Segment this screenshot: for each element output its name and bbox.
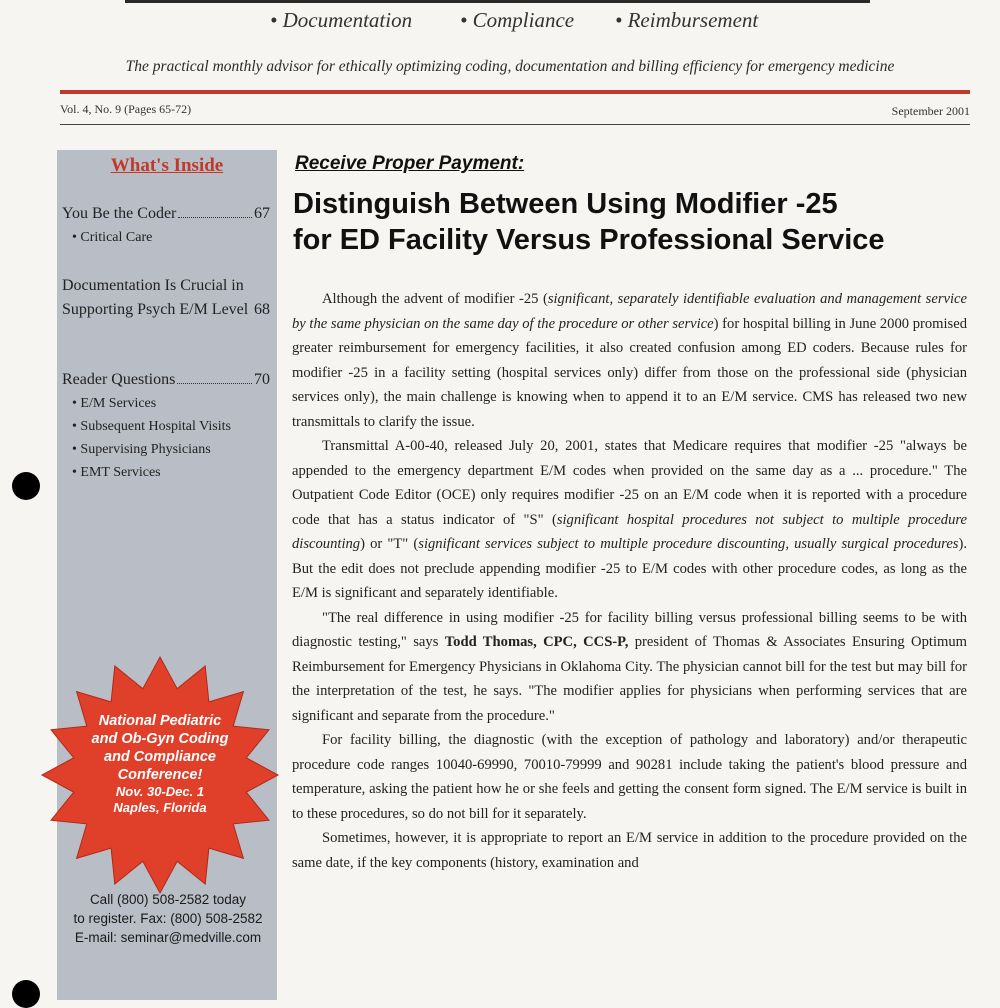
headline-line-2: for ED Facility Versus Professional Service: [293, 224, 885, 256]
topic-compliance: • Compliance: [460, 8, 575, 32]
article-kicker: Receive Proper Payment:: [295, 153, 525, 174]
issue-date: September 2001: [891, 104, 970, 118]
toc-leader: [178, 217, 252, 218]
toc-leader: [177, 383, 252, 384]
masthead-red-rule: [60, 90, 970, 94]
promo-line: and Compliance: [104, 749, 216, 765]
article-body: [292, 287, 967, 875]
toc-subitem: • E/M Services: [72, 396, 157, 411]
contact-fax: to register. Fax: (800) 508-2582: [73, 911, 263, 926]
contact-phone: Call (800) 508-2582 today: [89, 892, 247, 907]
topic-reimbursement: • Reimbursement: [615, 8, 759, 32]
paragraph: Although the advent of modifier -25 (significant, separately identifiable evaluation and management service by the same physician on the same day of the procedure or other service) for hospital billing in June 2000 promised greater reimbursement for emergency facilities, it also created confusion among ED coders. Because rules for modifier -25 in a facility setting (hospital services only) differ from those on the professional side (physician services only), the main challenge is knowing when to append it to an E/M service. CMS has released two new transmittals to clarify the issue.: [292, 291, 968, 430]
toc-subitem: • Subsequent Hospital Visits: [72, 419, 231, 434]
volume-number: Vol. 4, No. 9 (Pages 65-72): [60, 102, 192, 116]
paragraph: Transmittal A-00-40, released July 20, 2001, states that Medicare requires that modifier -25 "always be appended to the emergency department E/M codes when provided on the same day as a ... procedure." The Outpatient Code Editor (OCE) only requires modifier -25 on an E/M code when it is reported with a procedure code that has a status indicator of "S" (significant hospital procedures not subject to multiple procedure discounting) or "T" (significant services subject to multiple procedure discounting, usually surgical procedures). But the edit does not preclude appending modifier -25 to E/M codes with other procedure codes, as long as the E/M is significant and separately identifiable.: [292, 438, 967, 601]
toc-label: Documentation Is Crucial in Supporting Psych E/M Level: [62, 277, 249, 318]
toc-subitem: • Supervising Physicians: [72, 442, 211, 457]
masthead-thin-rule: [60, 124, 970, 125]
headline-line-1: Distinguish Between Using Modifier -25: [293, 188, 838, 220]
promo-line: National Pediatric: [98, 713, 222, 729]
whats-inside-title: What's Inside: [110, 155, 224, 176]
binder-hole-icon: [12, 472, 40, 500]
toc-label: You Be the Coder: [62, 205, 177, 222]
toc-entry-reader-questions[interactable]: [62, 368, 270, 484]
toc-entry-documentation[interactable]: [62, 274, 270, 322]
promo-dates: Nov. 30-Dec. 1: [115, 784, 205, 799]
promo-line: Conference!: [117, 767, 203, 783]
masthead-tagline: The practical monthly advisor for ethically optimizing coding, documentation and billing efficiency for emergency medicine: [125, 58, 895, 75]
masthead-top-rule: [125, 0, 870, 3]
toc-page: 68: [254, 301, 270, 318]
toc-page: 67: [254, 205, 270, 222]
issue-info: [60, 97, 970, 119]
contact-email[interactable]: E-mail: seminar@medville.com: [74, 930, 262, 945]
paragraph: For facility billing, the diagnostic (with the exception of pathology and laboratory) and/or therapeutic procedure code ranges 10040-69990, 70010-79999 and 90281 include taking the patient's blood pressure and temperature, asking the patient how he or she feels and getting the consent form signed. The E/M service is built in to these procedures, so do not bill for it separately.: [292, 732, 967, 822]
conference-promo[interactable]: [75, 712, 245, 816]
paragraph: Sometimes, however, it is appropriate to report an E/M service in addition to the procedure provided on the same date, if the key components (history, examination and: [292, 830, 967, 871]
toc-subitem: • Critical Care: [72, 230, 153, 245]
article-headline: [293, 186, 983, 258]
registration-contact: [58, 890, 278, 947]
binder-hole-icon: [12, 980, 40, 1008]
toc-page: 70: [254, 371, 270, 388]
masthead-topics: [270, 8, 790, 38]
toc-entry-you-be-the-coder[interactable]: [62, 202, 270, 249]
toc-subitem: • EMT Services: [72, 465, 161, 480]
promo-line: and Ob-Gyn Coding: [91, 731, 229, 747]
topic-documentation: • Documentation: [270, 8, 413, 32]
toc-label: Reader Questions: [62, 371, 176, 388]
paragraph: "The real difference in using modifier -25 for facility billing versus professional billing seems to be with diagnostic testing," says Todd Thomas, CPC, CCS-P, president of Thomas & Associates Ensuring Optimum Reimbursement for Emergency Physicians in Oklahoma City. The physician cannot bill for the test but may bill for the interpretation of the test, he says. "The modifier applies for physicians when performing services that are significant and separate from the procedure.": [292, 609, 967, 724]
quoted-expert-name: Todd Thomas, CPC, CCS-P,: [444, 634, 629, 650]
promo-place: Naples, Florida: [113, 800, 207, 815]
